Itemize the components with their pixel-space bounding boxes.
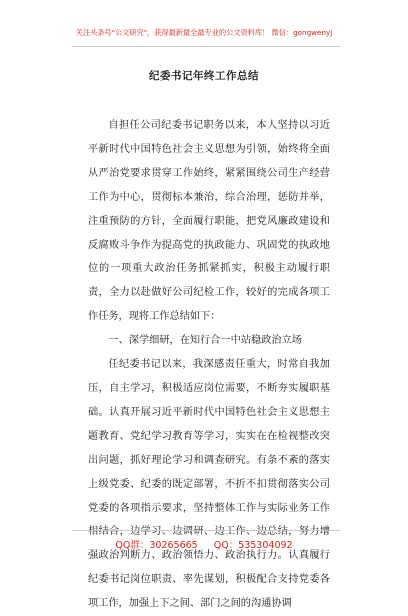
footer-qq: QQ：535304092 [213,540,293,551]
footer-divider [72,530,340,531]
paragraph-intro: 自担任公司纪委书记职务以来，本人坚持以习近平新时代中国特色社会主义思想为引领，始终将全面从严治党要求贯穿工作始终，紧紧围绕公司生产经营工作为中心，贯彻标本兼治，综合治理，惩防并举，注重预防的方针，全面履行职能，把党风廉政建设和反腐败斗争作为提高党的执政能力、巩固党的执政地位的一项重大政治任务抓紧抓实，积极主动履行职责，全力以赴做好公司纪检工作，较好的完成各项工作任务，现将工作总结如下： [88,120,330,323]
header-banner: 关注头条号"公文研究"，获得最新最全最专业的公文资料库！ 微信：gongwenyj [75,28,333,37]
document-title: 纪委书记年终工作总结 [149,70,259,82]
paragraph-section-one: 任纪委书记以来，我深感责任重大，时常自我加压，自主学习，积极适应岗位需要，不断夯实履职基础。认真开展习近平新时代中国特色社会主义思想主题教育、党纪学习教育等学习，实实在在检视整改突出问题，抓好理论学习和调查研究。有条不紊的落实上级党委、纪委的既定部署，不折不扣贯彻落实公司党委的各项指示要求，坚持整体工作与实际业务工作相结合，边学习、边调研、边工作、边总结，努力增强政治判断力、政治领悟力、政治执行力。认真履行纪委书记岗位职责、率先谋划，积极配合支持党委各项工作，加强上下之间、部门之间的沟通协调 [88,359,330,610]
section-heading: 一、深学细研，在知行合一中站稳政治立场 [108,335,302,347]
header-divider [72,46,340,47]
footer-contact [0,537,408,551]
footer-qq-group: QQ群：30265665 [115,540,198,551]
